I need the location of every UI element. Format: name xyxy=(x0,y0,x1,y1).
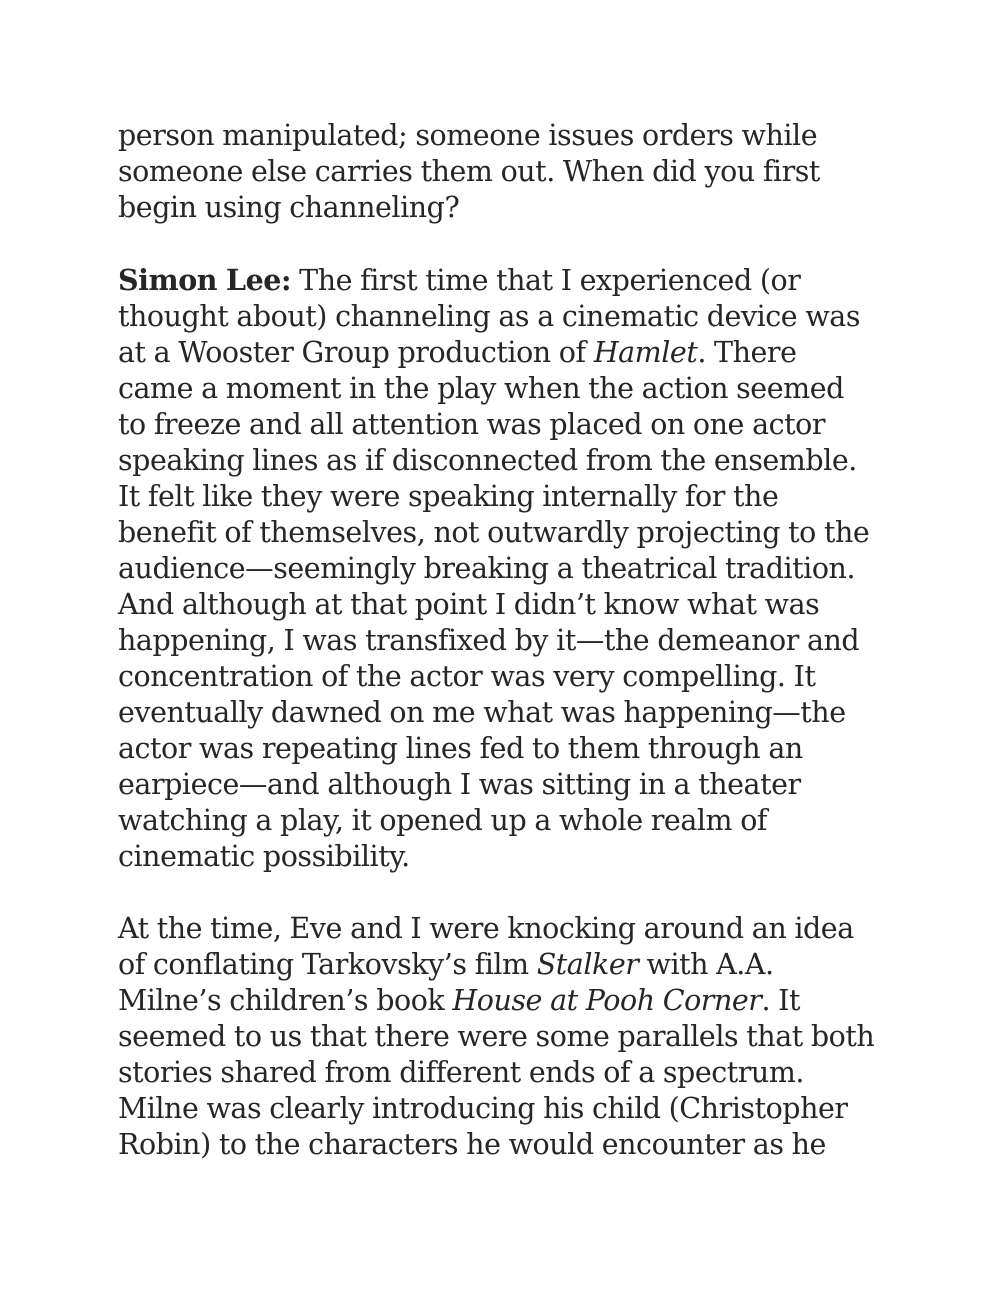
text-segment: to freeze and all attention was placed on one actor xyxy=(118,408,826,441)
text-segment: Robin) to the characters he would encounter as he xyxy=(118,1128,826,1161)
text-line xyxy=(118,118,898,154)
paragraph xyxy=(118,262,898,875)
text-line xyxy=(118,947,898,983)
text-segment: At the time, Eve and I were knocking around an idea xyxy=(118,912,854,945)
text-segment: The first time that I experienced (or xyxy=(291,264,801,297)
text-segment: thought about) channeling as a cinematic device was xyxy=(118,300,860,333)
text-segment: Milne was clearly introducing his child (Christopher xyxy=(118,1092,848,1125)
text-line xyxy=(118,443,898,479)
text-segment: concentration of the actor was very compelling. It xyxy=(118,660,816,693)
text-segment: It felt like they were speaking internally for the xyxy=(118,480,779,513)
text-segment: watching a play, it opened up a whole realm of xyxy=(118,804,768,837)
text-segment: actor was repeating lines fed to them through an xyxy=(118,732,803,765)
text-segment: came a moment in the play when the action seemed xyxy=(118,372,844,405)
paragraph xyxy=(118,911,898,1163)
text-line xyxy=(118,1127,898,1163)
text-segment: audience—seemingly breaking a theatrical tradition. xyxy=(118,552,856,585)
text-line xyxy=(118,1019,898,1055)
text-line xyxy=(118,335,898,371)
text-segment: someone else carries them out. When did you first xyxy=(118,155,820,188)
text-segment: . It xyxy=(761,984,800,1017)
paragraph xyxy=(118,118,898,226)
text-line xyxy=(118,911,898,947)
text-line xyxy=(118,731,898,767)
text-line xyxy=(118,371,898,407)
text-segment: of conflating Tarkovsky’s film xyxy=(118,948,537,981)
text-segment: person manipulated; someone issues orders while xyxy=(118,119,818,152)
text-segment: speaking lines as if disconnected from the ensemble. xyxy=(118,444,857,477)
text-segment: eventually dawned on me what was happening—the xyxy=(118,696,846,729)
text-segment: . There xyxy=(697,336,797,369)
text-segment: Milne’s children’s book xyxy=(118,984,453,1017)
text-segment: benefit of themselves, not outwardly projecting to the xyxy=(118,516,870,549)
text-segment: happening, I was transfixed by it—the demeanor and xyxy=(118,624,860,657)
text-line xyxy=(118,587,898,623)
text-line xyxy=(118,695,898,731)
text-line xyxy=(118,1091,898,1127)
text-segment: earpiece—and although I was sitting in a theater xyxy=(118,768,801,801)
text-line xyxy=(118,407,898,443)
text-line xyxy=(118,551,898,587)
work-title: Hamlet xyxy=(593,336,698,369)
text-line xyxy=(118,659,898,695)
text-line xyxy=(118,983,898,1019)
text-line xyxy=(118,767,898,803)
text-line xyxy=(118,1055,898,1091)
work-title: House at Pooh Corner xyxy=(452,984,762,1017)
text-segment: at a Wooster Group production of xyxy=(118,336,594,369)
document-page xyxy=(118,118,898,1199)
text-segment: stories shared from different ends of a spectrum. xyxy=(118,1056,805,1089)
text-line xyxy=(118,623,898,659)
text-line xyxy=(118,154,898,190)
text-segment: seemed to us that there were some parallels that both xyxy=(118,1020,875,1053)
work-title: Stalker xyxy=(536,948,639,981)
speaker-name: Simon Lee: xyxy=(118,263,292,297)
text-segment: begin using channeling? xyxy=(118,191,460,224)
text-line xyxy=(118,299,898,335)
text-line xyxy=(118,803,898,839)
text-line xyxy=(118,515,898,551)
text-line xyxy=(118,262,898,299)
text-line xyxy=(118,839,898,875)
text-segment: cinematic possibility. xyxy=(118,840,410,873)
text-line xyxy=(118,479,898,515)
text-segment: with A.A. xyxy=(638,948,774,981)
text-segment: And although at that point I didn’t know what was xyxy=(118,588,820,621)
text-line xyxy=(118,190,898,226)
